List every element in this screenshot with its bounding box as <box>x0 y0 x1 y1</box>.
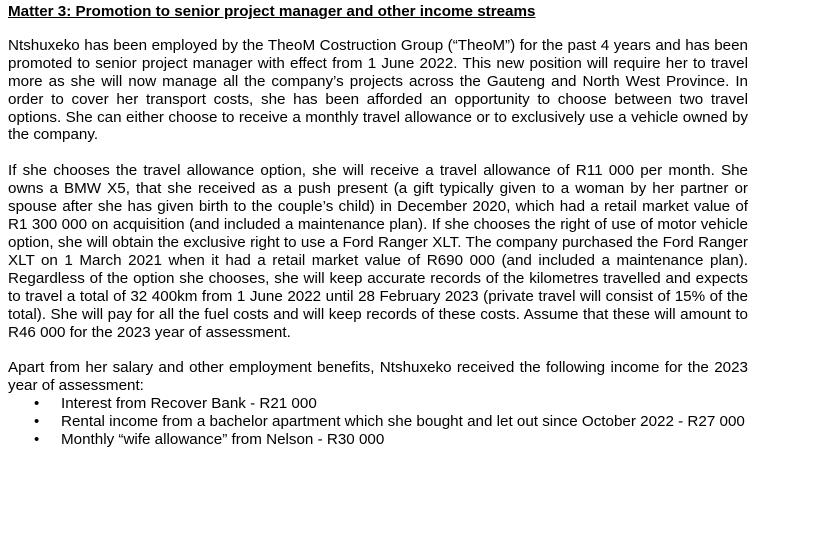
document-page <box>8 3 748 449</box>
income-list <box>8 395 748 449</box>
list-item-text: Monthly “wife allowance” from Nelson - R30 000 <box>61 431 385 449</box>
list-item-text: Rental income from a bachelor apartment which she bought and let out since October 2022 - R27 000 <box>61 413 745 431</box>
bullet-icon: • <box>34 413 40 431</box>
list-item <box>8 431 748 449</box>
bullet-icon: • <box>34 395 40 413</box>
bullet-icon: • <box>34 431 40 449</box>
matter-heading: Matter 3: Promotion to senior project manager and other income streams <box>8 3 536 20</box>
paragraph-promotion: Ntshuxeko has been employed by the TheoM Costruction Group (“TheoM”) for the past 4 years and has been promoted to senior project manager with effect from 1 June 2022. This new position will require her to travel more as she will now manage all the company’s projects across the Gauteng and North West Province. In order to cover her transport costs, she has been afforded an opportunity to choose between two travel options. She can either choose to receive a monthly travel allowance or to exclusively use a vehicle owned by the company. <box>8 36 748 144</box>
paragraph-other-income: Apart from her salary and other employment benefits, Ntshuxeko received the following income for the 2023 year of assessment: <box>8 359 748 395</box>
list-item-text: Interest from Recover Bank - R21 000 <box>61 395 317 413</box>
list-item <box>8 413 748 431</box>
list-item <box>8 395 748 413</box>
paragraph-travel-options: If she chooses the travel allowance option, she will receive a travel allowance of R11 000 per month. She owns a BMW X5, that she received as a push present (a gift typically given to a woman by her partner or spouse after she has given birth to the couple’s child) in December 2020, which had a retail market value of R1 300 000 on acquisition (and included a maintenance plan). If she chooses the right of use of motor vehicle option, she will obtain the exclusive right to use a Ford Ranger XLT. The company purchased the Ford Ranger XLT on 1 March 2021 when it had a retail market value of R690 000 (and included a maintenance plan). Regardless of the option she chooses, she will keep accurate records of the kilometres travelled and expects to travel a total of 32 400km from 1 June 2022 until 28 February 2023 (private travel will consist of 15% of the total). She will pay for all the fuel costs and will keep records of these costs. Assume that these will amount to R46 000 for the 2023 year of assessment. <box>8 162 748 341</box>
